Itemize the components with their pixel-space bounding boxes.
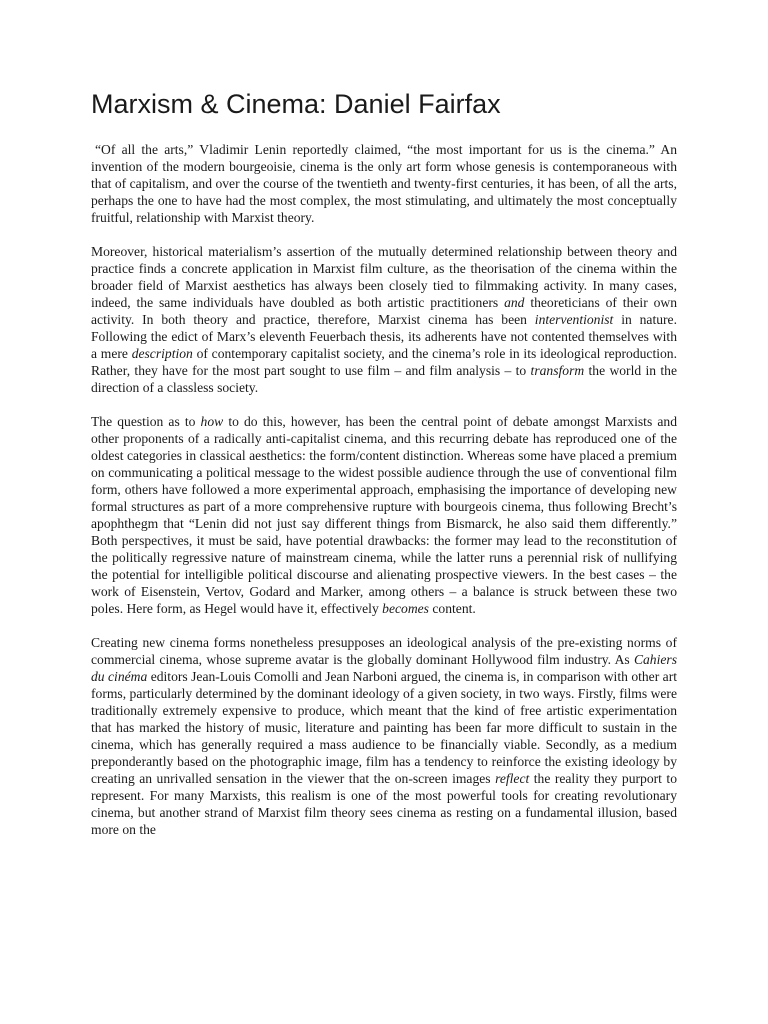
emphasis-text: reflect — [495, 771, 530, 786]
paragraph-3 — [91, 413, 677, 617]
paragraph-4 — [91, 634, 677, 838]
text-run: the reality they purport to represent. For many Marxists, this realism is one of the most powerful tools for creating revolutionary cinema, but another strand of Marxist film theory sees cinema as resting on a fundamental illusion, based more on the — [91, 771, 677, 837]
text-run: in nature. Following the edict of Marx’s eleventh Feuerbach thesis, its adherents have not contented themselves with a mere — [91, 312, 677, 361]
emphasis-text: becomes — [382, 601, 429, 616]
emphasis-text: description — [131, 346, 193, 361]
emphasis-text: and — [504, 295, 525, 310]
emphasis-text: interventionist — [534, 312, 614, 327]
text-run: The question as to — [91, 414, 201, 429]
text-run: to do this, however, has been the central point of debate amongst Marxists and other proponents of a radically anti-capitalist cinema, and this recurring debate has reproduced one of the oldest categories in classical aesthetics: the form/content distinction. Whereas some have placed a premium on communicating a political message to the widest possible audience through the use of conventional film form, others have followed a more experimental approach, emphasising the importance of developing new formal structures as part of a more comprehensive rupture with bourgeois cinema, thus following Brecht’s apophthegm that “Lenin did not just say different things from Bismarck, he also said them differently.” Both perspectives, it must be said, have potential drawbacks: the former may lead to the reconstitution of the politically regressive nature of mainstream cinema, while the latter runs a perennial risk of nullifying the potential for intelligible political discourse and alienating prospective viewers. In the best cases – the work of Eisenstein, Vertov, Godard and Marker, among others – a balance is struck between these two poles. Here form, as Hegel would have it, effectively — [91, 414, 677, 616]
text-run: “Of all the arts,” Vladimir Lenin reportedly claimed, “the most important for us is the cinema.” An invention of the modern bourgeoisie, cinema is the only art form whose genesis is contemporaneous with that of capitalism, and over the course of the twentieth and twenty-first centuries, it has been, of all the arts, perhaps the one to have had the most complex, the most stimulating, and ultimately the most conceptually fruitful, relationship with Marxist theory. — [91, 142, 677, 225]
article-body — [91, 141, 677, 855]
text-run: theoreticians of their own activity. In both theory and practice, therefore, Marxist cinema has been — [91, 295, 677, 327]
text-run: Creating new cinema forms nonetheless presupposes an ideological analysis of the pre-existing norms of commercial cinema, whose supreme avatar is the globally dominant Hollywood film industry. As — [91, 635, 677, 667]
emphasis-text: how — [200, 414, 224, 429]
paragraph-1 — [91, 141, 677, 226]
text-run: editors Jean-Louis Comolli and Jean Narboni argued, the cinema is, in comparison with other art forms, particularly determined by the dominant ideology of a given society, in two ways. Firstly, films were traditionally extremely expensive to produce, which meant that the kind of free artistic experimentation that has marked the history of music, literature and painting has been far more difficult to sustain in the cinema, which has generally required a mass audience to be financially viable. Secondly, as a medium preponderantly based on the photographic image, film has a tendency to reinforce the existing ideology by creating an unrivalled sensation in the viewer that the on-screen images — [91, 669, 678, 786]
text-run: Moreover, historical materialism’s assertion of the mutually determined relationship between theory and practice finds a concrete application in Marxist film culture, as the theorisation of the cinema within the broader field of Marxist aesthetics has always been closely tied to filmmaking activity. In many cases, indeed, the same individuals have doubled as both artistic practitioners — [91, 244, 677, 310]
text-run: content. — [428, 601, 476, 616]
paragraph-2 — [91, 243, 677, 396]
text-run: of contemporary capitalist society, and the cinema’s role in its ideological reproduction. Rather, they have for the most part sought to use film – and film analysis – to — [91, 346, 677, 378]
text-run: the world in the direction of a classless society. — [91, 363, 677, 395]
emphasis-text: Cahiers du cinéma — [91, 652, 677, 684]
page-title: Marxism & Cinema: Daniel Fairfax — [91, 89, 501, 119]
emphasis-text: transform — [530, 363, 585, 378]
